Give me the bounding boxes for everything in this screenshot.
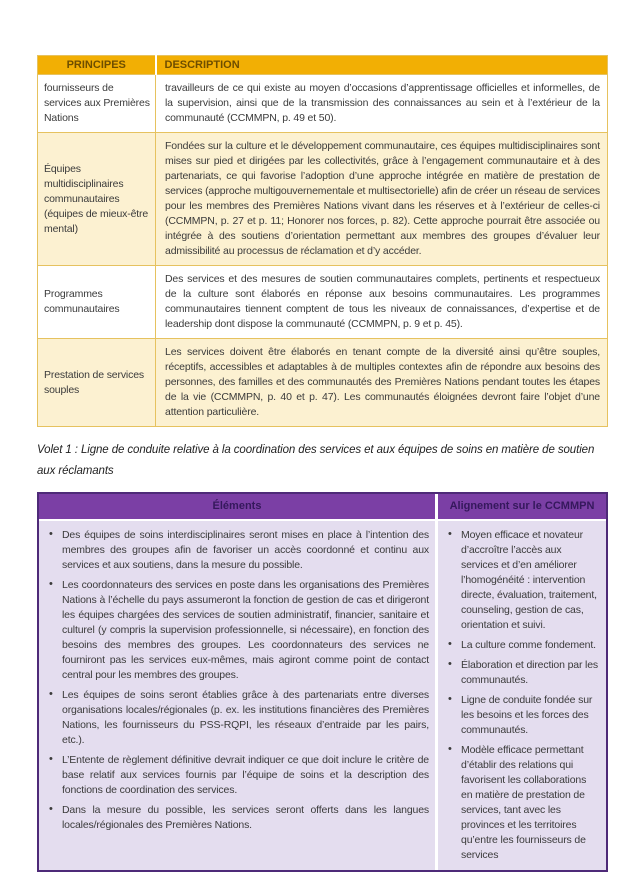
alignment-column-header: Alignement sur le CCMMPN bbox=[438, 494, 606, 519]
elements-column-header: Éléments bbox=[39, 494, 435, 519]
bullet-text: Modèle efficace permettant d’établir des relations qui favorisent les collaborations en matière de prestation de services, tant avec les provinces et les territoires qu’entre les fournisseurs de services bbox=[461, 744, 587, 861]
elements-cell bbox=[39, 521, 435, 870]
bullet-icon: • bbox=[49, 528, 53, 540]
principle-cell: Équipes multidisciplinaires communautaires (équipes de mieux-être mental) bbox=[38, 133, 156, 266]
list-item bbox=[443, 743, 600, 863]
list-item bbox=[443, 528, 600, 633]
principles-table-header-row bbox=[38, 56, 608, 75]
elements-table-body-row bbox=[39, 521, 606, 870]
description-cell: Des services et des mesures de soutien communautaires complets, pertinents et respectueux de la culture sont élaborés en réponse aux besoins communautaires. Les programmes communautaires tiennent comptent de tous les niveaux de connaissances, d’expertise et de leadership dont dispose la communauté (CCMMPN, p. 9 et p. 45). bbox=[156, 266, 608, 339]
description-cell: Les services doivent être élaborés en tenant compte de la diversité ainsi qu’être souples, réceptifs, accessibles et adaptables à de multiples contextes afin de répondre aux besoins des personnes, des familles et des communautés des Premières Nations pendant toutes les étapes de la vie (CCMMPN, p. 40 et p. 47). Les communautés éloignées devront faire l’objet d’une attention particulière. bbox=[156, 339, 608, 427]
description-column-header: DESCRIPTION bbox=[156, 56, 608, 75]
principle-cell: Programmes communautaires bbox=[38, 266, 156, 339]
table-row bbox=[38, 75, 608, 133]
list-item bbox=[44, 578, 429, 683]
principles-table bbox=[37, 55, 608, 427]
list-item bbox=[443, 638, 600, 653]
bullet-icon: • bbox=[49, 753, 53, 765]
table-row bbox=[38, 266, 608, 339]
bullet-text: Dans la mesure du possible, les services seront offerts dans les langues locales/régionales des Premières Nations. bbox=[62, 804, 429, 831]
bullet-icon: • bbox=[448, 693, 452, 705]
list-item bbox=[44, 688, 429, 748]
bullet-text: Élaboration et direction par les communautés. bbox=[461, 659, 599, 686]
bullet-icon: • bbox=[49, 688, 53, 700]
bullet-icon: • bbox=[49, 803, 53, 815]
bullet-text: Ligne de conduite fondée sur les besoins et les forces des communautés. bbox=[461, 694, 593, 736]
elements-table-header-row bbox=[39, 494, 606, 519]
bullet-text: Les équipes de soins seront établies grâce à des partenariats entre diverses organisations locales/régionales (p. ex. les institutions financières des Premières Nations, les fournisseurs du PSS-RQPI, les réseaux d’entraide par les pairs, etc.). bbox=[62, 689, 429, 746]
alignment-cell bbox=[438, 521, 606, 870]
bullet-icon: • bbox=[49, 578, 53, 590]
bullet-text: L’Entente de règlement définitive devrait indiquer ce que doit inclure le critère de base relatif aux services fournis par l’équipe de soins et la description des fonctions de coordination des services. bbox=[62, 754, 429, 796]
list-item bbox=[44, 528, 429, 573]
bullet-icon: • bbox=[448, 743, 452, 755]
elements-alignment-table bbox=[37, 492, 608, 872]
list-item bbox=[44, 753, 429, 798]
volet-caption: Volet 1 : Ligne de conduite relative à la coordination des services et aux équipes de soins en matière de soutien aux réclamants bbox=[37, 444, 595, 477]
bullet-text: Des équipes de soins interdisciplinaires seront mises en place à l’intention des membres des groupes afin de favoriser un accès coordonné et continu aux services et aux soutiens, dans la mesure du possible. bbox=[62, 529, 429, 571]
principle-cell: Prestation de services souples bbox=[38, 339, 156, 427]
principle-cell: fournisseurs de services aux Premières Nations bbox=[38, 75, 156, 133]
principles-column-header: PRINCIPES bbox=[38, 56, 156, 75]
description-cell: Fondées sur la culture et le développement communautaire, ces équipes multidisciplinaires sont mises sur pied et dirigées par les collectivités, grâce à l’engagement communautaire et à des partenariats, ce qui favorise l’adoption d’une approche intégrée en matière de prestation de services (approche multigouvernementale et multisectorielle) afin de créer un réseau de services pour les membres des Premières Nations vivant dans les réserves et à l’extérieur de celles-ci (CCMMPN, p. 27 et p. 11; Honorer nos forces, p. 82). Cette approche pourrait être associée ou intégrée à des soutiens d’orientation permettant aux membres des groupes d’évaluer leur admissibilité au processus de réclamation et d’y accéder. bbox=[156, 133, 608, 266]
bullet-text: Les coordonnateurs des services en poste dans les organisations des Premières Nations à l’échelle du pays assumeront la fonction de gestion de cas et dirigeront les équipes chargées des services de soutien administratif, financier, sanitaire et culturel (y compris la supervision professionnelle, si nécessaire), en fonction des besoins des membres des groupes. Les coordonnateurs des services ne fourniront pas les services eux-mêmes, mais agiront comme point de contact central pour les membres des groupes. bbox=[62, 579, 429, 681]
table-row bbox=[38, 133, 608, 266]
table-row bbox=[38, 339, 608, 427]
bullet-icon: • bbox=[448, 638, 452, 650]
bullet-text: Moyen efficace et novateur d’accroître l’accès aux services et d’en améliorer l’homogénéité : intervention directe, évaluation, traitement, counseling, gestion de cas, orientation et suivi. bbox=[461, 529, 597, 631]
bullet-text: La culture comme fondement. bbox=[461, 639, 596, 651]
list-item bbox=[443, 658, 600, 688]
list-item bbox=[44, 803, 429, 833]
bullet-icon: • bbox=[448, 528, 452, 540]
bullet-icon: • bbox=[448, 658, 452, 670]
document-content bbox=[37, 55, 608, 872]
list-item bbox=[443, 693, 600, 738]
description-cell: travailleurs de ce qui existe au moyen d’occasions d’apprentissage officielles et informelles, de la supervision, ainsi que de la transmission des connaissances au sein et à l’extérieur de la communauté (CCMMPN, p. 49 et 50). bbox=[156, 75, 608, 133]
